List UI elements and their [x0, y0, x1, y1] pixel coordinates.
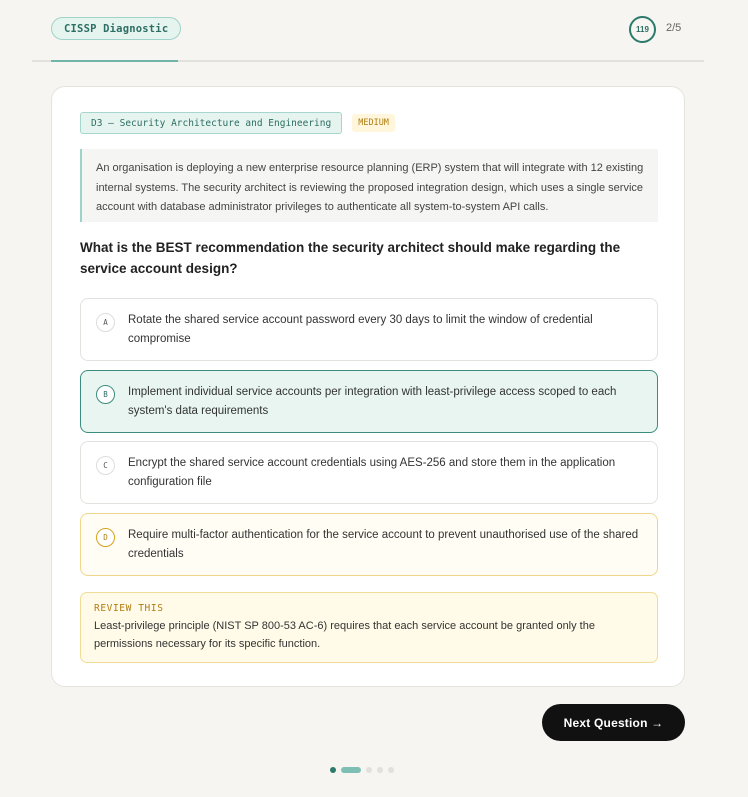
difficulty-badge: MEDIUM: [352, 114, 395, 132]
option-b[interactable]: [80, 370, 658, 433]
option-d[interactable]: [80, 513, 658, 576]
pagination-dot-active: [341, 767, 361, 773]
question-card: [51, 86, 685, 687]
option-a[interactable]: [80, 298, 658, 361]
option-letter-badge: D: [96, 528, 115, 547]
domain-tag: D3 — Security Architecture and Engineering: [80, 112, 342, 134]
next-question-button[interactable]: Next Question →: [542, 704, 685, 741]
option-text: Encrypt the shared service account credentials using AES-256 and store them in the application configuration file: [128, 457, 616, 488]
pagination-dot: [388, 767, 394, 773]
review-callout: [80, 592, 658, 663]
tag-row: [80, 112, 395, 134]
option-text: Rotate the shared service account password every 30 days to limit the window of credential compromise: [128, 314, 593, 345]
scenario-text: An organisation is deploying a new enterprise resource planning (ERP) system that will integrate with 12 existing internal systems. The security architect is reviewing the proposed integration design, which uses a single service account with database administrator privileges to authenticate all system-to-system API calls.: [80, 149, 658, 222]
option-letter-badge: C: [96, 456, 115, 475]
exam-title-badge: CISSP Diagnostic: [51, 17, 181, 40]
option-text: Implement individual service accounts per integration with least-privilege access scoped to each system's data requirements: [128, 386, 617, 417]
question-progress-text: 2/5: [666, 22, 682, 34]
review-label: REVIEW THIS: [94, 603, 164, 614]
option-text: Require multi-factor authentication for the service account to prevent unauthorised use of the shared credentials: [128, 529, 639, 560]
review-text: Least-privilege principle (NIST SP 800-53 AC-6) requires that each service account be granted only the permissions necessary for its specific function.: [94, 620, 595, 650]
option-letter-badge: B: [96, 385, 115, 404]
option-letter-badge: A: [96, 313, 115, 332]
timer-ring: 119: [629, 16, 656, 43]
pagination-dot: [377, 767, 383, 773]
option-c[interactable]: [80, 441, 658, 504]
pagination-dot: [366, 767, 372, 773]
pagination-dot: [330, 767, 336, 773]
progress-fill: [51, 60, 178, 62]
question-prompt: What is the BEST recommendation the security architect should make regarding the service account design?: [80, 240, 621, 276]
pagination-dots: [330, 767, 399, 773]
